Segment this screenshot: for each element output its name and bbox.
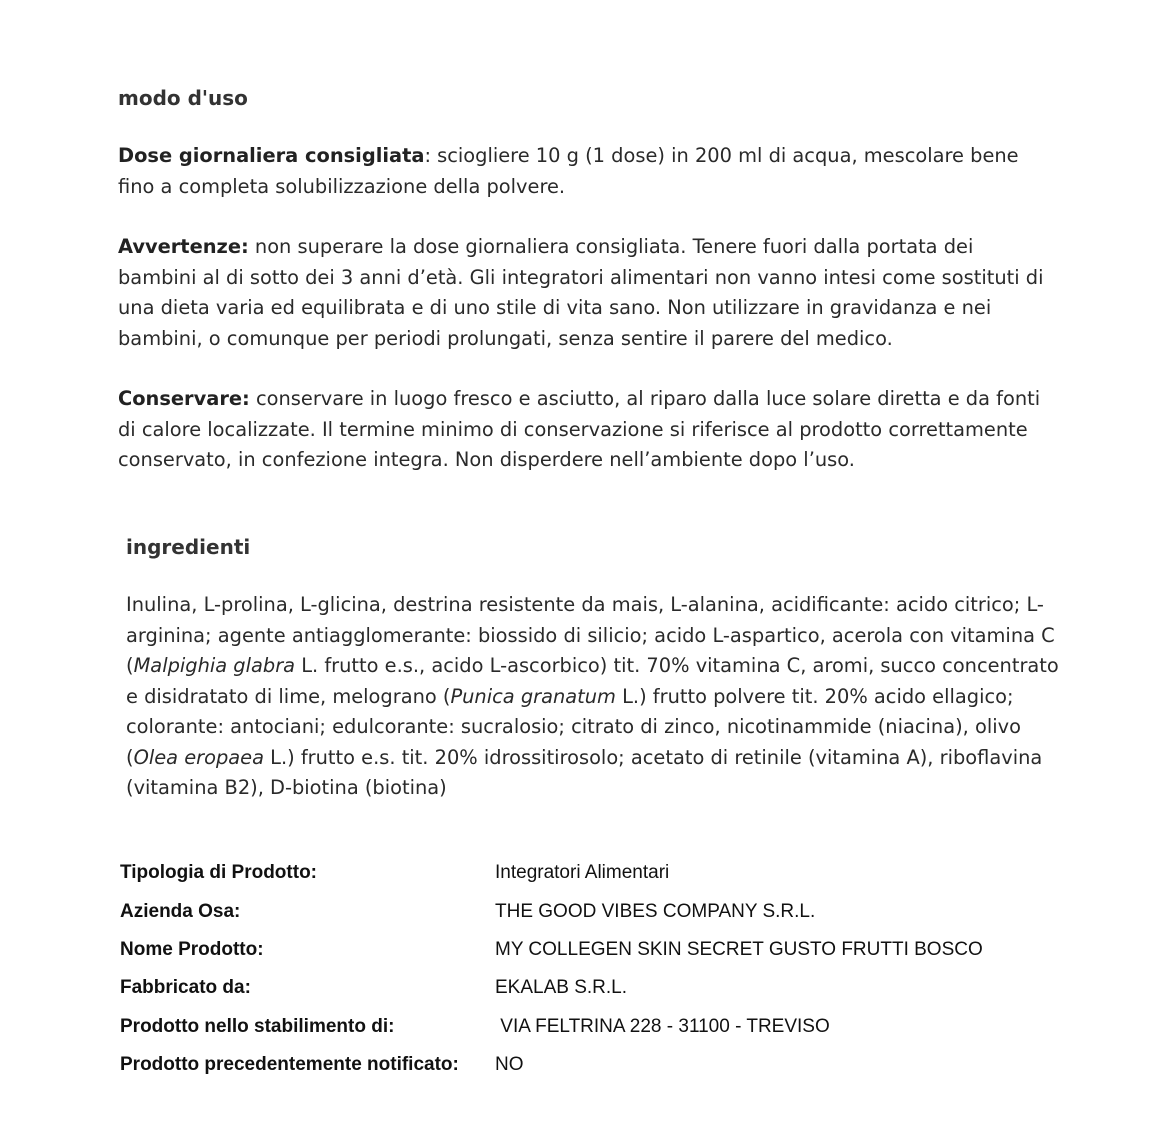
warnings-label: Avvertenze: <box>118 235 249 258</box>
notified-value: NO <box>495 1054 524 1076</box>
manufacturer-label: Fabbricato da: <box>120 977 251 999</box>
product-name-label: Nome Prodotto: <box>120 938 264 960</box>
plant-value: VIA FELTRINA 228 - 31100 - TREVISO <box>495 1015 830 1037</box>
product-type-label: Tipologia di Prodotto: <box>120 862 318 884</box>
ingredients-species-2: Punica granatum <box>450 684 616 708</box>
warnings-text: non superare la dose giornaliera consigliata. Tenere fuori dalla portata dei bambini al di sotto dei 3 anni d’età. Gli integratori alimentari non vanno intesi come sostituti di una dieta varia ed equilibrata e di uno stile di vita sano. Non utilizzare in gravidanza e nei bambini, o comunque per periodi prolungati, senza sentire il parere del medico. <box>118 235 1044 350</box>
ingredients-species-1: Malpighia glabra <box>133 654 296 677</box>
product-type-value: Integratori Alimentari <box>495 862 670 884</box>
ingredients-text-1: Inulina, L-prolina, L-glicina, destrina resistente da mais, L-alanina, acidificante: acido citrico; L-arginina; agente antiagglomerante: biossido di silicio; acido L-aspartico, acerola con vitamina C ( <box>126 593 1055 677</box>
table-row <box>120 854 983 892</box>
ingredients-heading: ingredienti <box>126 535 251 559</box>
company-label: Azienda Osa: <box>120 900 241 922</box>
table-row <box>120 969 983 1007</box>
table-row <box>120 931 983 969</box>
ingredients-species-3: Olea eropaea <box>133 745 264 769</box>
manufacturer-value: EKALAB S.R.L. <box>495 977 628 999</box>
table-row <box>120 1008 983 1046</box>
dose-label: Dose giornaliera consigliata <box>118 144 425 167</box>
ingredients-text-3: L.) frutto polvere tit. 20% acido ellagico; colorante: antociani; edulcorante: sucralosio; citrato di zinco, nicotinammide (niacina), olivo ( <box>126 684 1021 769</box>
table-row <box>120 892 983 930</box>
plant-label: Prodotto nello stabilimento di: <box>120 1015 395 1037</box>
table-row <box>120 1046 983 1084</box>
storage-label: Conservare: <box>118 387 250 410</box>
dose-paragraph <box>118 141 1048 202</box>
storage-text: conservare in luogo fresco e asciutto, al riparo dalla luce solare diretta e da fonti di calore localizzate. Il termine minimo di conservazione si riferisce al prodotto correttamente conservato, in confezione integra. Non disperdere nell’ambiente dopo l’uso. <box>118 387 1041 471</box>
dose-text: : sciogliere 10 g (1 dose) in 200 ml di acqua, mescolare bene fino a completa solubilizzazione della polvere. <box>118 144 1019 198</box>
ingredients-text-4: L.) frutto e.s. tit. 20% idrossitirosolo; acetato di retinile (vitamina A), riboflavina (vitamina B2), D-biotina (biotina) <box>126 745 1043 799</box>
storage-paragraph <box>118 384 1048 476</box>
company-value: THE GOOD VIBES COMPANY S.R.L. <box>495 900 816 922</box>
warnings-paragraph <box>118 232 1048 354</box>
ingredients-text-2: L. frutto e.s., acido L-ascorbico) tit. 70% vitamina C, aromi, succo concentrato e disidratato di lime, melograno ( <box>126 654 1059 708</box>
product-info-table <box>120 854 983 1084</box>
product-name-value: MY COLLEGEN SKIN SECRET GUSTO FRUTTI BOSCO <box>495 938 983 960</box>
notified-label: Prodotto precedentemente notificato: <box>120 1054 459 1076</box>
ingredients-paragraph <box>126 590 1061 804</box>
usage-heading: modo d'uso <box>118 86 248 110</box>
